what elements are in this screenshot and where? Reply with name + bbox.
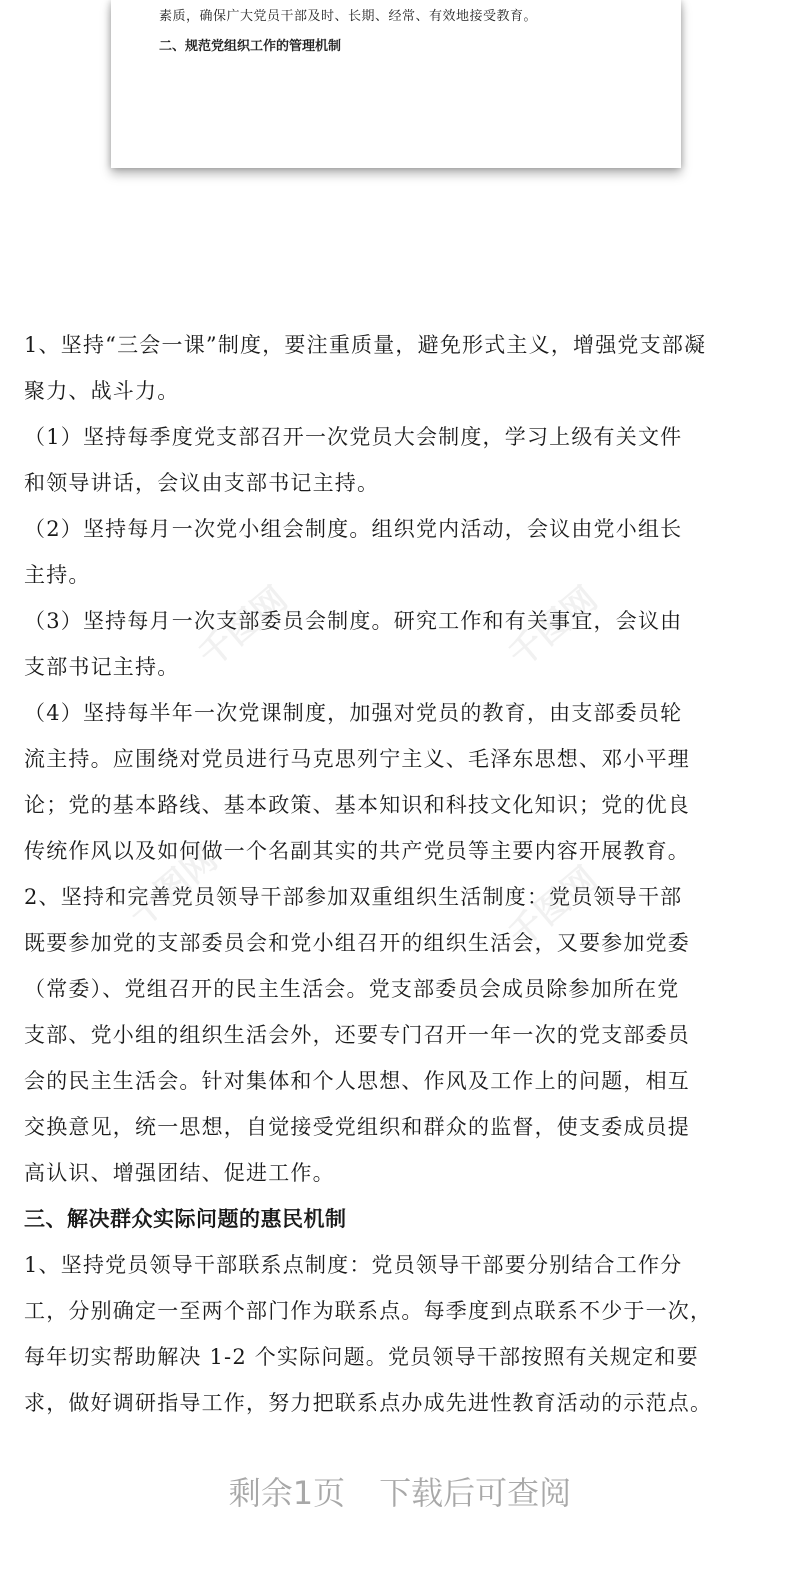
watermark: 千图网	[501, 579, 606, 676]
body-line: （1）坚持每季度党支部召开一次党员大会制度，学习上级有关文件	[24, 425, 683, 449]
preview-section-heading: 二、规范党组织工作的管理机制	[159, 39, 342, 54]
page-preview-card	[111, 0, 681, 168]
body-line: 论；党的基本路线、基本政策、基本知识和科技文化知识；党的优良	[24, 793, 690, 817]
body-line: 交换意见，统一思想，自觉接受党组织和群众的监督，使支委成员提	[24, 1115, 690, 1139]
remaining-pages-label: 剩余1页	[228, 1474, 346, 1512]
body-line: 支部、党小组的组织生活会外，还要专门召开一年一次的党支部委员	[24, 1023, 690, 1047]
preview-text-line: 素质，确保广大党员干部及时、长期、经常、有效地接受教育。	[159, 9, 538, 24]
body-line: 2、坚持和完善党员领导干部参加双重组织生活制度：党员领导干部	[24, 885, 683, 909]
body-line: 聚力、战斗力。	[24, 379, 180, 403]
body-line: （3）坚持每月一次支部委员会制度。研究工作和有关事宜，会议由	[24, 609, 683, 633]
body-line: 每年切实帮助解决 1-2 个实际问题。党员领导干部按照有关规定和要	[24, 1345, 699, 1369]
body-line: 既要参加党的支部委员会和党小组召开的组织生活会，又要参加党委	[24, 931, 690, 955]
body-line: 求，做好调研指导工作，努力把联系点办成先进性教育活动的示范点。	[24, 1391, 713, 1415]
watermark: 千图网	[191, 579, 296, 676]
watermark: 千图网	[121, 839, 226, 936]
download-to-view-label: 下载后可查阅	[379, 1474, 572, 1512]
body-line: （常委）、党组召开的民主生活会。党支部委员会成员除参加所在党	[24, 977, 680, 1001]
body-line: 主持。	[24, 563, 91, 587]
body-line: 和领导讲话，会议由支部书记主持。	[24, 471, 380, 495]
body-line: 1、坚持党员领导干部联系点制度：党员领导干部要分别结合工作分	[24, 1253, 683, 1277]
watermark: 千图网	[501, 859, 606, 956]
body-line: 传统作风以及如何做一个名副其实的共产党员等主要内容开展教育。	[24, 839, 690, 863]
body-line: 会的民主生活会。针对集体和个人思想、作风及工作上的问题，相互	[24, 1069, 690, 1093]
body-line: 高认识、增强团结、促进工作。	[24, 1161, 335, 1185]
body-line: 支部书记主持。	[24, 655, 180, 679]
body-line: （4）坚持每半年一次党课制度，加强对党员的教育，由支部委员轮	[24, 701, 683, 725]
download-prompt[interactable]	[0, 1468, 800, 1514]
body-line: （2）坚持每月一次党小组会制度。组织党内活动，会议由党小组长	[24, 517, 683, 541]
section-heading: 三、解决群众实际问题的惠民机制	[24, 1207, 347, 1231]
body-line: 流主持。应围绕对党员进行马克思列宁主义、毛泽东思想、邓小平理	[24, 747, 690, 771]
body-line: 工，分别确定一至两个部门作为联系点。每季度到点联系不少于一次，	[24, 1299, 713, 1323]
body-line: 1、坚持“三会一课”制度，要注重质量，避免形式主义，增强党支部凝	[24, 333, 707, 357]
document-body	[24, 322, 786, 1426]
